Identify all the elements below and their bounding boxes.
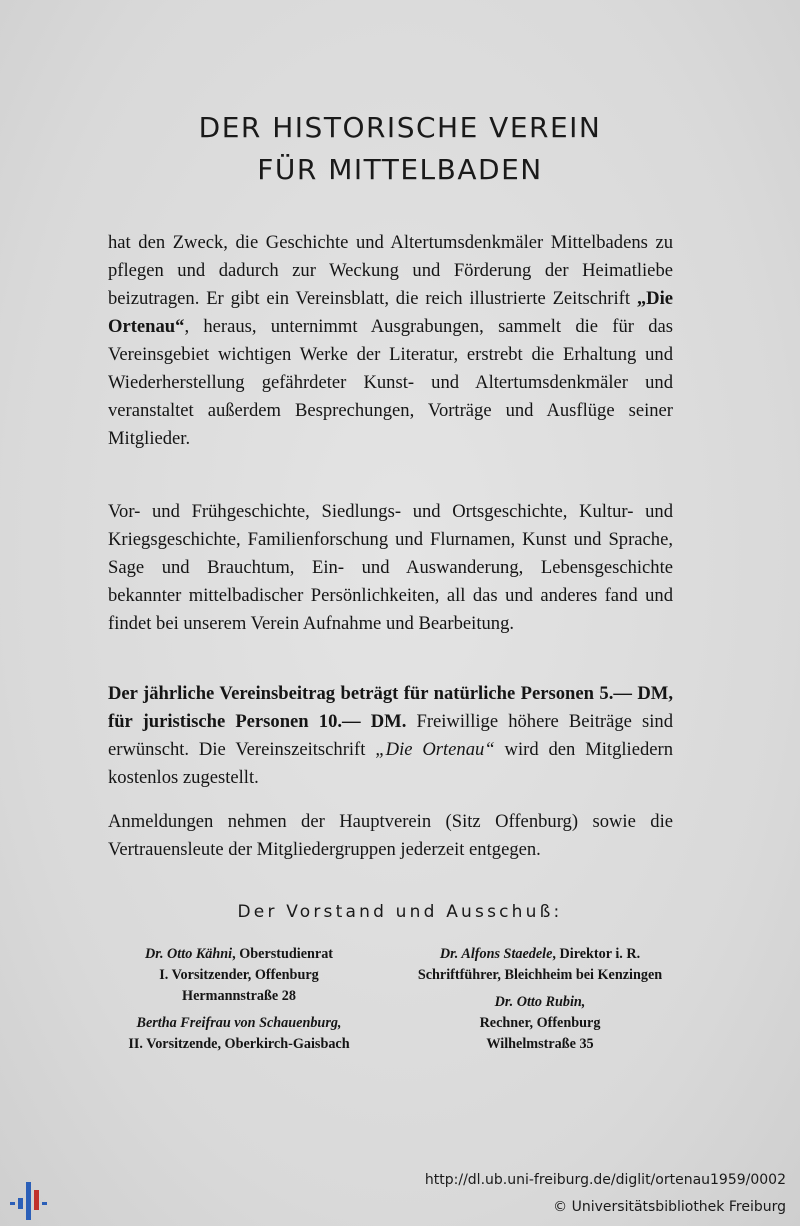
fee-bold-text: Der jährliche Vereinsbeitrag beträgt für natürliche Personen 5.— DM, für juristische Personen 10.— DM. bbox=[108, 683, 673, 732]
journal-title-italic: „Die Ortenau“ bbox=[375, 739, 495, 760]
library-logo-icon bbox=[8, 1178, 50, 1222]
fee-middle-text: Freiwillige höhere Beiträge sind erwünscht. Die Vereinszeitschrift bbox=[108, 711, 673, 760]
board-heading: Der Vorstand und Ausschuß: bbox=[237, 902, 563, 922]
member-2-name: Bertha Freifrau von Schauenburg, bbox=[136, 1015, 342, 1031]
fee-end-text: wird den Mitgliedern kostenlos zugestellt. bbox=[108, 739, 673, 788]
copyright-notice: © Universitätsbibliothek Freiburg bbox=[553, 1199, 786, 1215]
member-1-role: I. Vorsitzender, Offenburg bbox=[159, 967, 319, 983]
member-3-title: , Direktor i. R. bbox=[552, 946, 641, 962]
member-3-name: Dr. Alfons Staedele bbox=[439, 946, 553, 962]
board-column-left bbox=[89, 944, 389, 1055]
paragraph-registration: Anmeldungen nehmen der Hauptverein (Sitz Offenburg) sowie die Vertrauensleute der Mitgliedergruppen jederzeit entgegen. bbox=[108, 811, 673, 860]
paragraph-topics: Vor- und Frühgeschichte, Siedlungs- und Ortsgeschichte, Kultur- und Kriegsgeschichte, Familienforschung und Flurnamen, Kunst und Sprache, Sage und Brauchtum, Ein- und Auswanderung, Lebensgeschichte bekannter mittelbadischer Persönlichkeiten, all das und anderes fand und findet bei unserem Verein Aufnahme und Bearbeitung. bbox=[108, 501, 673, 634]
member-1-address: Hermannstraße 28 bbox=[182, 988, 296, 1004]
member-2-role: II. Vorsitzende, Oberkirch-Gaisbach bbox=[128, 1036, 350, 1052]
member-1-name: Dr. Otto Kähni bbox=[144, 946, 233, 962]
member-3-role: Schriftführer, Bleichheim bei Kenzingen bbox=[417, 967, 663, 983]
board-member-3 bbox=[380, 944, 700, 965]
member-1-title: , Oberstudienrat bbox=[232, 946, 334, 962]
paragraph-purpose-text-1: hat den Zweck, die Geschichte und Altertumsdenkmäler Mittelbadens zu pflegen und dadurch zur Weckung und Förderung der Heimatliebe beizutragen. Er gibt ein Vereinsblatt, die reich illustrierte Zeitschrift bbox=[108, 232, 673, 309]
member-4-name: Dr. Otto Rubin, bbox=[494, 994, 586, 1010]
board-column-right bbox=[380, 944, 700, 1055]
page-title-line-1: DER HISTORISCHE VEREIN bbox=[198, 111, 602, 144]
paragraph-membership-fee bbox=[108, 680, 673, 792]
paragraph-purpose-text-2: , heraus, unternimmt Ausgrabungen, sammelt die für das Vereinsgebiet wichtigen Werke der Literatur, erstrebt die Erhaltung und Wiederherstellung gefährdeter Kunst- und Altertumsdenkmäler und veranstaltet außerdem Besprechungen, Vorträge und Ausflüge seiner Mitglieder. bbox=[108, 316, 673, 449]
source-url-link[interactable]: http://dl.ub.uni-freiburg.de/diglit/ortenau1959/0002 bbox=[424, 1172, 786, 1188]
board-member-1 bbox=[89, 944, 389, 965]
page-title-line-2: FÜR MITTELBADEN bbox=[257, 153, 543, 186]
member-4-role: Rechner, Offenburg bbox=[479, 1015, 601, 1031]
member-4-address: Wilhelmstraße 35 bbox=[486, 1036, 594, 1052]
paragraph-purpose bbox=[108, 229, 673, 453]
journal-title-emphasis: „Die Ortenau“ bbox=[108, 288, 673, 337]
